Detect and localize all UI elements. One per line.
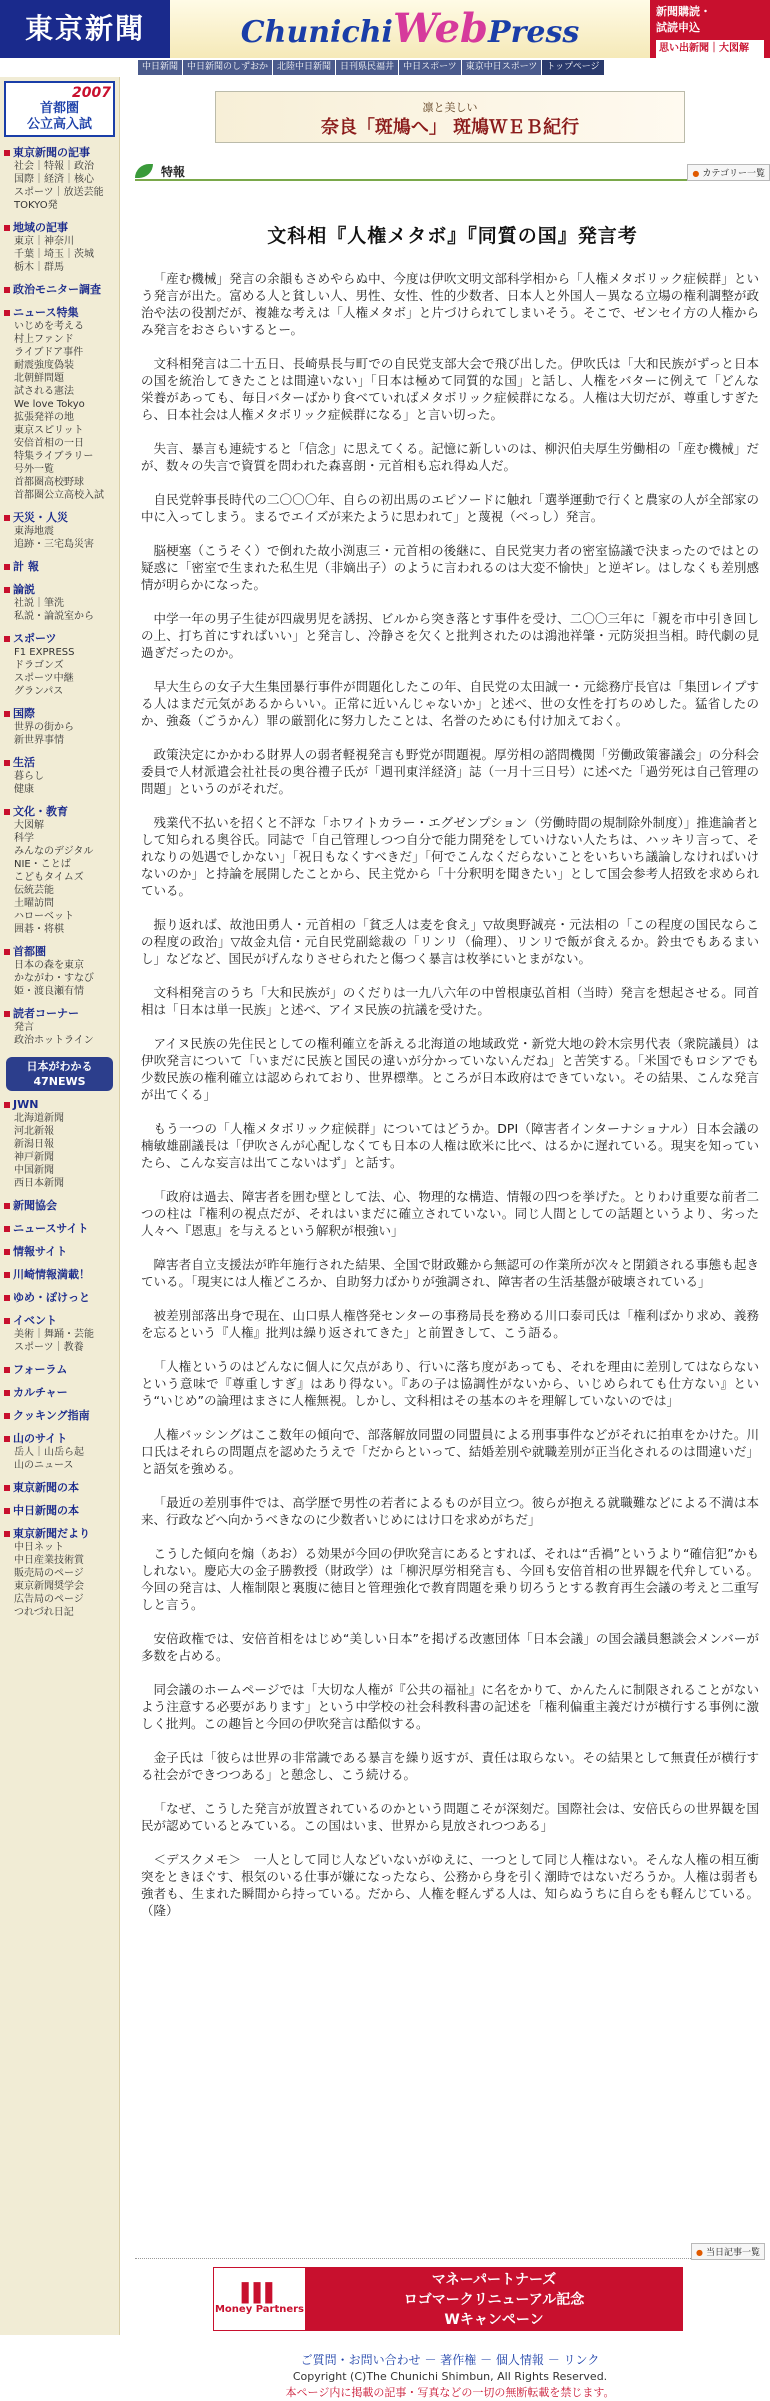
ad-banner-top[interactable] (215, 91, 685, 143)
article-paragraph: 障害者自立支援法が昨年施行された結果、全国で財政難から無認可の作業所が次々と閉鎖される事態も起きている。「現実には人権どころか、自助努力ばかりが強調され、障害者の生活基盤が破壊されている」 (141, 1257, 759, 1289)
article-paragraph: 被差別部落出身で現在、山口県人権啓発センターの事務局長を務める川口泰司氏は「権利ばかり求め、義務を忘るという『人権』批判は繰り返されてきた」と前置きして、こう語る。 (141, 1308, 759, 1340)
sidebar-group-head[interactable]: 東京新聞の本 (4, 1480, 115, 1495)
ad-bottom-line1: マネーパートナーズ (431, 2272, 557, 2288)
sidebar-link[interactable]: 私説・論説室から (14, 611, 94, 622)
sidebar-link[interactable]: 囲碁・将棋 (14, 924, 64, 935)
today-articles-button[interactable]: ● 当日記事一覧 (691, 2243, 765, 2260)
sidebar-group (0, 1360, 119, 1383)
sidebar-link[interactable]: 科学 (14, 833, 34, 844)
ad-bottom-logo-text: Money Partners (214, 2303, 305, 2315)
sidebar-link[interactable]: 土曜訪問 (14, 898, 54, 909)
sidebar-link[interactable]: 首都圏高校野球 (14, 477, 84, 488)
sidebar-link[interactable]: いじめを考える (14, 321, 84, 332)
sidebar-link[interactable]: 販売局のページ (14, 1568, 84, 1579)
sidebar-link[interactable]: こどもタイムズ (14, 872, 84, 883)
sidebar-group-head[interactable]: 地域の記事 (4, 220, 115, 235)
sidebar-group (0, 1242, 119, 1265)
sidebar-group (0, 1478, 119, 1501)
sidebar-link[interactable]: 暮らし (14, 771, 44, 782)
topnav-item-toppage[interactable]: トップページ (542, 60, 603, 75)
article-paragraph: こうした傾向を煽（あお）る効果が今回の伊吹発言にあるとすれば、それは“舌禍”というより“確信犯”かもしれない。慶応大の金子勝教授（財政学）は「柳沢厚労相発言も、今回も安倍首相の世界観を代弁している。今回の発言は、人権制限と裏腹に徳目と管理強化で教育問題を乗り切ろうとする教育再生会議の考えと二重写しと言う。 (141, 1546, 759, 1612)
sidebar-group (0, 1265, 119, 1288)
sidebar-link[interactable]: 姫・渡良瀬有情 (14, 986, 84, 997)
sidebar-link[interactable]: 岳人｜山岳ら起 (14, 1447, 84, 1458)
sidebar-link[interactable]: 日本の森を東京 (14, 960, 84, 971)
sidebar-link[interactable]: 千葉｜埼玉｜茨城 (14, 249, 94, 260)
sidebar-link[interactable]: We love Tokyo (14, 399, 85, 410)
article-paragraph: 文科相発言は二十五日、長崎県長与町での自民党支部大会で飛び出した。伊吹氏は「大和民族がずっと日本の国を統治してきたことは間違いない」「日本は極めて同質的な国」と話し、人権をバターに例えて「どんな栄養があっても、毎日バターばかり食べていればメタボリック症候群になる。人権は大切だが、尊重しすぎたら、日本社会は人権メタボリック症候群になる」と言い切った。 (141, 356, 759, 422)
sidebar-link[interactable]: 栃木｜群馬 (14, 262, 64, 273)
sidebar-link[interactable]: みんなのデジタル (14, 846, 94, 857)
sidebar-group-head[interactable]: ゆめ・ぽけっと (4, 1290, 115, 1305)
sidebar-group-head[interactable]: スポーツ (4, 631, 115, 646)
sidebar-group (0, 942, 119, 1004)
sidebar-link[interactable]: 社説｜筆洗 (14, 598, 64, 609)
article-paragraph: 人権バッシングはここ数年の傾向で、部落解放同盟の同盟員による刑事事件などがそれに拍車をかけた。川口氏はそれらの問題点を認めたうえで「だからといって、結婚差別や就職差別が正当化されるのは間違いだ」と語気を強める。 (141, 1427, 759, 1476)
ad-bottom-text (306, 2268, 682, 2330)
sidebar-link[interactable]: 特集ライブラリー (14, 451, 94, 462)
sidebar-link[interactable]: 伝統芸能 (14, 885, 54, 896)
sidebar-link[interactable]: 拡張発祥の地 (14, 412, 74, 423)
sidebar-link[interactable]: ハローベット (14, 911, 74, 922)
sidebar-group (0, 1219, 119, 1242)
sidebar-link[interactable]: スポーツ中継 (14, 673, 74, 684)
brand-suffix: Press (488, 15, 580, 50)
main-content (135, 77, 770, 2399)
topnav-item[interactable]: 中日スポーツ (399, 60, 461, 75)
article-title: 文科相『人権メタボ』『同質の国』発言考 (267, 225, 638, 247)
sidebar-group (0, 1524, 119, 1625)
article-paragraph: もう一つの「人権メタボリック症候群」についてはどうか。DPI（障害者インターナショナル）日本会議の楠敏雄副議長は「伊吹さんが心配しなくても日本の人権は欧米に比べ、はるかに遅れている。現実を知っていたら、こんな妄言は出てこないはず」と話す。 (141, 1121, 759, 1170)
leaf-icon (135, 164, 153, 178)
sidebar-group (0, 753, 119, 802)
sidebar-group-head[interactable]: カルチャー (4, 1385, 115, 1400)
sidebar-link[interactable]: 中日ネット (14, 1542, 64, 1553)
sidebar-link[interactable]: スポーツ｜放送芸能 (14, 187, 104, 198)
article-paragraph: 脳梗塞（こうそく）で倒れた故小渕恵三・元首相の後継に、自民党実力者の密室協議で決まったのではとの疑惑に「密室で生まれた私生児（非嫡出子）のように言われるのは大変不愉快」と逆ギレ。はしなくも差別感情が明らかになった。 (141, 543, 759, 592)
section-label: 特報 (161, 164, 186, 179)
sidebar-group (0, 280, 119, 303)
sidebar-link[interactable]: グランパス (14, 686, 64, 697)
topnav-item[interactable]: 東京中日スポーツ (462, 60, 542, 75)
bars-icon: ▌▌▌ (241, 2282, 278, 2304)
sidebar-link[interactable]: TOKYO発 (14, 200, 58, 211)
sidebar-link[interactable]: つれづれ日記 (14, 1607, 74, 1618)
sidebar-link[interactable]: 新潟日報 (14, 1139, 54, 1150)
sidebar-link[interactable]: 発言 (14, 1022, 34, 1033)
sidebar-group (0, 1429, 119, 1478)
article-paragraph: アイヌ民族の先住民としての権利確立を訴える北海道の地域政党・新党大地の鈴木宗男代表（衆院議員）は伊吹発言について「いまだに民族と国民の違いが分かっていないんだね」と苦笑する。「米国でもロシアでも少数民族の権利確立は認められており、世界標準。ところが日本政府はできていない。その結果、こんな発言が出てくる」 (141, 1036, 759, 1102)
sidebar-link[interactable]: 北海道新聞 (14, 1113, 64, 1124)
sidebar-group (0, 1406, 119, 1429)
article-paragraph: 失言、暴言も連続すると「信念」に思えてくる。記憶に新しいのは、柳沢伯夫厚生労働相の「産む機械」だが、数々の失言で資質を問われた森喜朗・元首相も忘れ得ぬ人だ。 (141, 441, 759, 473)
sidebar-group-head[interactable]: 論説 (4, 582, 115, 597)
topnav-item[interactable]: 北陸中日新聞 (273, 60, 335, 75)
sidebar-group (0, 1311, 119, 1360)
footer-note: 本ページ内に掲載の記事・写真などの一切の無断転載を禁じます。 (285, 2386, 615, 2399)
article-paragraph: 政策決定にかかわる財界人の弱者軽視発言も野党が問題視。厚労相の諮問機関「労働政策審議会」の分科会委員で人材派遣会社社長の奥谷禮子氏が「週刊東洋経済」誌（一月十三日号）に述べた「過労死は自己管理の問題」というのがそれだ。 (141, 747, 759, 796)
subscribe-line1: 新聞購読・ (656, 5, 711, 18)
topnav-item[interactable]: 中日新聞 (138, 60, 182, 75)
sidebar-group-head[interactable]: 生活 (4, 755, 115, 770)
sidebar-link[interactable]: 首都圏公立高校入試 (14, 490, 104, 501)
banner-line2: 公立高入試 (26, 117, 92, 132)
left-sidebar (0, 77, 120, 2335)
sidebar-group (0, 1288, 119, 1311)
sidebar-link[interactable]: 北朝鮮問題 (14, 373, 64, 384)
brand-web: Web (392, 5, 489, 52)
topnav-item[interactable]: 中日新聞のしずおか (183, 60, 272, 75)
sidebar-group-head[interactable]: 読者コーナー (4, 1006, 115, 1021)
sidebar-group (0, 802, 119, 942)
subscribe-line2: 試読申込 (656, 21, 700, 34)
article-paragraph: 安倍政権では、安倍首相をはじめ“美しい日本”を掲げる改憲団体「日本会議」の国会議員懇談会メンバーが多数を占める。 (141, 1631, 759, 1663)
article-body (135, 270, 765, 1919)
sidebar-group-head[interactable]: ニュースサイト (4, 1221, 115, 1236)
sidebar-groups-secondary (0, 1095, 119, 1625)
sidebar-link[interactable]: 村上ファンド (14, 334, 74, 345)
article-paragraph: 金子氏は「彼らは世界の非常識である暴言を繰り返すが、責任は取らない。その結果として無責任が横行する社会ができつつある」と憩念し、こう続ける。 (141, 1750, 759, 1782)
subscribe-line3[interactable]: 思い出新聞｜大図解 (656, 40, 764, 58)
sidebar-group (0, 580, 119, 629)
sidebar-group-head[interactable]: 文化・教育 (4, 804, 115, 819)
47news-badge[interactable]: 日本がわかる 47NEWS (6, 1057, 113, 1091)
category-list-button[interactable]: ● カテゴリー一覧 (687, 164, 770, 181)
tokyo-shimbun-logo[interactable]: 東京新聞 (0, 0, 170, 58)
sidebar-link[interactable]: 追跡・三宅島災害 (14, 539, 94, 550)
sidebar-link[interactable]: 山のニュース (14, 1460, 74, 1471)
sidebar-group-head[interactable]: 天災・人災 (4, 510, 115, 525)
sidebar-group-head[interactable]: 首都圏 (4, 944, 115, 959)
article-paragraph: 同会議のホームページでは「大切な人権が『公共の福祉』に名をかりて、かんたんに制限されることがないよう注意する必要があります」という中学校の社会科教科書の記述を「権利偏重主義だけが横行する事例に激しく批判。この趣旨と今回の伊吹発言は酷似する。 (141, 1682, 759, 1731)
sidebar-group (0, 629, 119, 704)
sidebar-link[interactable]: 河北新報 (14, 1126, 54, 1137)
sidebar-group-head[interactable]: JWN (4, 1097, 115, 1112)
sidebar-link[interactable]: F1 EXPRESS (14, 647, 75, 658)
sidebar-link[interactable]: 健康 (14, 784, 34, 795)
top-nav (138, 60, 770, 75)
sidebar-link[interactable]: NIE・ことば (14, 859, 71, 870)
sidebar-group-head[interactable]: 山のサイト (4, 1431, 115, 1446)
sidebar-group-head[interactable]: 情報サイト (4, 1244, 115, 1259)
exam-banner[interactable] (4, 81, 115, 137)
sidebar-group (0, 1501, 119, 1524)
footer-links[interactable]: ご質問・お問い合わせ － 著作権 － 個人情報 － リンク (300, 2353, 600, 2367)
footer (135, 2351, 765, 2401)
sidebar-groups (0, 143, 119, 1053)
sidebar-link[interactable]: 政治ホットライン (14, 1035, 94, 1046)
sidebar-link[interactable]: 大図解 (14, 820, 44, 831)
brand-prefix: Chunichi (240, 15, 393, 50)
article-paragraph: 「産む機械」発言の余韻もさめやらぬ中、今度は伊吹文明文部科学相から「人権メタボリック症候群」という発言が出た。富める人と貧しい人、男性、女性、性的少数者、日本人と外国人－異なる立場の権利調整が政治や法の役割だが、複雑な考えは「人権メタボ」と片づけられてしまいそう。そこで、ゼンセイ方の人権からみ発言をおさらいするとー。 (141, 271, 759, 337)
sidebar-link[interactable]: 東京｜神奈川 (14, 236, 74, 247)
sidebar-link[interactable]: 試される憲法 (14, 386, 74, 397)
article-paragraph: 文科相発言のうち「大和民族が」のくだりは一九八六年の中曽根康弘首相（当時）発言を想起させる。同首相は「日本は単一民族」と述べ、アイヌ民族の抗議を受けた。 (141, 985, 759, 1017)
sidebar-group (0, 704, 119, 753)
sidebar-group-head[interactable]: 政治モニター調査 (4, 282, 115, 297)
sidebar-link[interactable]: 広告局のページ (14, 1594, 84, 1605)
sidebar-link[interactable]: 東京スピリット (14, 425, 84, 436)
banner-line1: 首都圏 (39, 101, 79, 116)
article-paragraph: 中学一年の男子生徒が四歳男児を誘拐、ビルから突き落とす事件を受け、二〇〇三年に「親を市中引き回しの上、打ち首にすればいい」と発言し、冷静さを欠くと批判されたのは鴻池祥肇・元防災担当相。時代劇の見過ぎだったのか。 (141, 611, 759, 660)
sidebar-link[interactable]: 中日産業技術賞 (14, 1555, 84, 1566)
sidebar-link[interactable]: かながわ・すなび (14, 973, 94, 984)
sidebar-link[interactable]: 美術｜舞踊・芸能 (14, 1329, 94, 1340)
section-bar (135, 163, 770, 181)
sidebar-link[interactable]: 安倍首相の一日 (14, 438, 84, 449)
sidebar-group (0, 508, 119, 557)
ad-top-line1: 凛と美しい (422, 101, 478, 114)
sidebar-group (0, 1004, 119, 1053)
article-paragraph: 「政府は過去、障害者を囲む壁として法、心、物理的な構造、情報の四つを挙げた。とりわけ重要な前者二つの柱は『権利の視点だが、それはいまだに確立されていない。同じ人間としての話題というより、劣った人々へ『恩恵』を与えるという解釈が根強い」 (141, 1189, 759, 1238)
topnav-item[interactable]: 日刊県民福井 (336, 60, 398, 75)
sidebar-link[interactable]: 耐震強度偽装 (14, 360, 74, 371)
sidebar-link[interactable]: 世界の街から (14, 722, 74, 733)
sidebar-group-head[interactable]: フォーラム (4, 1362, 115, 1377)
sidebar-group-head[interactable]: 東京新聞だより (4, 1526, 115, 1541)
subscribe-box[interactable] (650, 0, 770, 58)
article-paragraph: 早大生らの女子大生集団暴行事件が問題化したこの年、自民党の太田誠一・元総務庁長官は「集団レイプする人はまだ元気があるからいい。正常に近いんじゃないか」と述べ、世の女性を打ちのめした。猛省したのか、強姦（ごうかん）罪の厳罰化に努力したことは、名誉のためにも付け加えておく。 (141, 679, 759, 728)
sidebar-link[interactable]: 号外一覧 (14, 464, 54, 475)
article-paragraph: 残業代不払いを招くと不評な「ホワイトカラー・エグゼンプション（労働時間の規制除外制度）」推進論者として知られる奥谷氏。同誌で「自己管理しつつ自分で能力開発をしていけない人たちは、ハッキリ言って、それなりの処遇でしかない」「祝日もなくすべきだ」「何でこんなくだらないことをいちいち議論しなければいけないのか」と持論を展開したことから、民主党から「十分釈明を聞きたい」として国会参考人招致を求められている。 (141, 815, 759, 898)
sidebar-link[interactable]: 西日本新聞 (14, 1178, 64, 1189)
sidebar-link[interactable]: 新世界事情 (14, 735, 64, 746)
sidebar-group-head[interactable]: 川崎情報満載！ (4, 1267, 115, 1282)
sidebar-group-head[interactable]: ニュース特集 (4, 305, 115, 320)
site-header (0, 0, 770, 75)
sidebar-link[interactable]: 神戸新聞 (14, 1152, 54, 1163)
sidebar-group-head[interactable]: 東京新聞の記事 (4, 145, 115, 160)
article-paragraph: ＜デスクメモ＞ 一人として同じ人などいないがゆえに、一つとして同じ人権はない。そんな人権の相互衝突をときほぐす、根気のいる仕事が嫌になったなら、公務から身を引く潮時ではないだろうか。人権は弱者も強者も、生まれた瞬間から持っている。だから、人権を軽んずる人は、知らぬうちに自らをも軽んじている。（隆） (141, 1852, 759, 1918)
sidebar-group-head[interactable]: 国際 (4, 706, 115, 721)
sidebar-link[interactable]: 社会｜特報｜政治 (14, 161, 94, 172)
sidebar-group-head[interactable]: 計 報 (4, 559, 115, 574)
sidebar-link[interactable]: 東海地震 (14, 526, 54, 537)
sidebar-link[interactable]: 中国新聞 (14, 1165, 54, 1176)
sidebar-group (0, 1383, 119, 1406)
sidebar-group (0, 557, 119, 580)
sidebar-link[interactable]: 国際｜経済｜核心 (14, 174, 94, 185)
article-paragraph: 自民党幹事長時代の二〇〇〇年、自らの初出馬のエピソードに触れ「選挙運動で行くと農家の人が全部家の中に入ってしまう。まるでエイズが来たように思われて」と蔑視（べっし）発言。 (141, 492, 759, 524)
sidebar-link[interactable]: 東京新聞奨学会 (14, 1581, 84, 1592)
bottom-bar (135, 2243, 765, 2259)
sidebar-group (0, 303, 119, 508)
ad-banner-bottom[interactable] (213, 2267, 683, 2331)
article-paragraph: 「最近の差別事件では、高学歴で男性の若者によるものが目立つ。彼らが抱える就職難などによる不満は本来、行政などへ向かうべきなのに少数者いじめにはけ口を求めがちだ」 (141, 1495, 759, 1527)
article-paragraph: 「なぜ、こうした発言が放置されているのかという問題こそが深刻だ。国際社会は、安倍氏らの世界観を国民が認めているとみている。この国はいま、世界から見放されつつある」 (141, 1801, 759, 1833)
sidebar-group-head[interactable]: 新聞協会 (4, 1198, 115, 1213)
article-paragraph: 「人権というのはどんなに個人に欠点があり、行いに落ち度があっても、それを理由に差別してはならないという意味で『尊重しすぎ』はあり得ない。『あの子は協調性がないから、いじめられても仕方ない』という“いじめ”の論理はまさに人権無視。しかし、文科相はその基本のキを理解していないのでは」 (141, 1359, 759, 1408)
footer-copyright: Copyright (C)The Chunichi Shimbun, All Rights Reserved. (292, 2370, 608, 2383)
ad-top-line2: 奈良「斑鳩へ」 斑鳩ＷＥＢ紀行 (320, 117, 580, 138)
sidebar-link[interactable]: スポーツ｜教養 (14, 1342, 84, 1353)
sidebar-group (0, 1095, 119, 1196)
sidebar-group (0, 218, 119, 280)
article-paragraph: 振り返れば、故池田勇人・元首相の「貧乏人は麦を食え」▽故奥野誠亮・元法相の「この程度の国民ならこの程度の政治」▽故金丸信・元自民党副総裁の「リンリ（倫理）、リンリで飯が食えるか。鈴虫でもあるまいし」などなど、国民がげんなりさせられたと傷つく暴言は枚挙にいとまがない。 (141, 917, 759, 966)
chunichi-web-press-brand[interactable] (170, 0, 650, 58)
sidebar-group (0, 143, 119, 218)
sidebar-link[interactable]: ドラゴンズ (14, 660, 64, 671)
ad-bottom-line2: ロゴマークリニューアル記念 (403, 2292, 585, 2308)
sidebar-group-head[interactable]: 中日新聞の本 (4, 1503, 115, 1518)
ad-bottom-line3: Wキャンペーン (444, 2312, 544, 2328)
sidebar-group-head[interactable]: イベント (4, 1313, 115, 1328)
money-partners-logo (214, 2268, 306, 2330)
sidebar-group (0, 1196, 119, 1219)
sidebar-link[interactable]: ライブドア事件 (14, 347, 84, 358)
banner-year: 2007 (72, 85, 111, 101)
sidebar-group-head[interactable]: クッキング指南 (4, 1408, 115, 1423)
